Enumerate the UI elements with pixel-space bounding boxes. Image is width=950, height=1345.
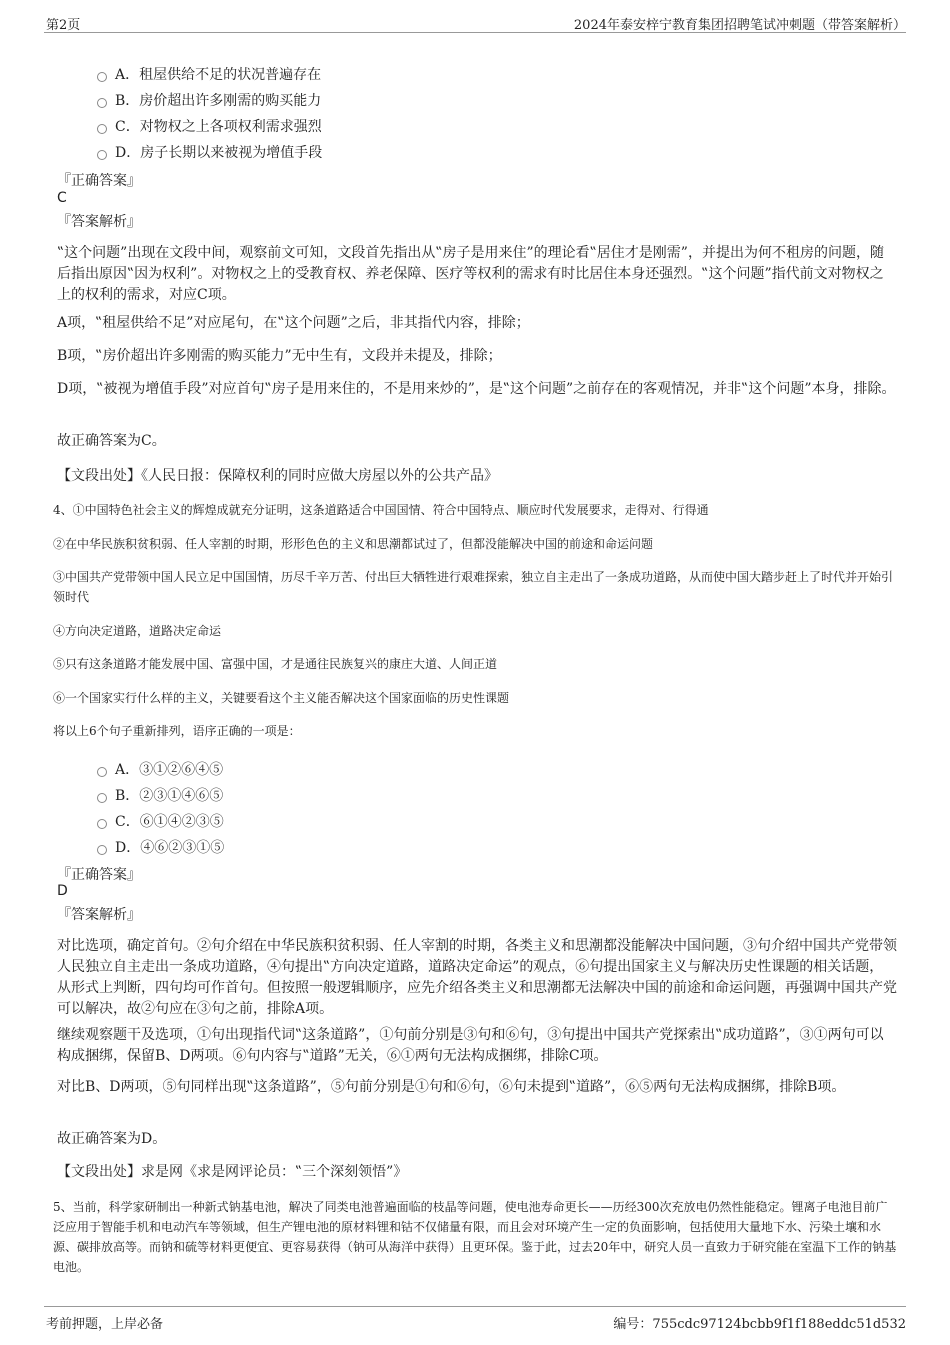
question-sentence: ⑥一个国家实行什么样的主义，关键要看这个主义能否解决这个国家面临的历史性课题: [53, 691, 510, 705]
analysis-conclusion: 故正确答案为C。: [57, 433, 166, 449]
radio-icon[interactable]: [97, 98, 107, 108]
analysis-paragraph: 对比B、D两项，⑤句同样出现‟这条道路”，⑤句前分别是①句和⑥句，⑥句未提到‟道路”，⑥⑤两句无法构成捆绑，排除B项。: [57, 1079, 846, 1095]
option-item[interactable]: A．③①②⑥④⑤: [97, 759, 223, 779]
correct-answer-label: 『正确答案』: [57, 173, 141, 189]
question-prompt: 将以上6个句子重新排列，语序正确的一项是：: [53, 724, 301, 738]
question-sentence: ③中国共产党带领中国人民立足中国国情，历尽千辛万苦、付出巨大牺牲进行艰难探索，独立自主走出了一条成功道路，从而使中国大踏步赶上了时代并开始引领时代: [53, 570, 894, 604]
page-footer: [44, 1306, 906, 1333]
question-stem: 5、当前，科学家研制出一种新式钠基电池，解决了同类电池普遍面临的枝晶等问题，使电池寿命更长——历经300次充放电仍然性能稳定。锂离子电池目前广泛应用于智能手机和电动汽车等领域，但生产锂电池的原材料锂和钴不仅储量有限，而且会对环境产生一定的负面影响，包括使用大量地下水、污染土壤和水源、碳排放高等。而钠和硫等材料更便宜、更容易获得（钠可从海洋中获得）且更环保。鉴于此，过去20年中，研究人员一直致力于研究能在室温下工作的钠基电池。: [53, 1200, 897, 1274]
question-sentence: ②在中华民族积贫积弱、任人宰割的时期，形形色色的主义和思潮都试过了，但都没能解决中国的前途和命运问题: [53, 537, 654, 551]
option-item[interactable]: A．租屋供给不足的状况普遍存在: [97, 64, 321, 84]
radio-icon[interactable]: [97, 793, 107, 803]
option-item[interactable]: D．④⑥②③①⑤: [97, 837, 224, 857]
radio-icon[interactable]: [97, 72, 107, 82]
option-item[interactable]: C．⑥①④②③⑤: [97, 811, 224, 831]
correct-answer: C: [57, 190, 67, 206]
document-id: 编号：755cdc97124bcbb9f1f188eddc51d532: [613, 1317, 906, 1332]
document-title: 2024年泰安梓宁教育集团招聘笔试冲刺题（带答案解析）: [573, 18, 906, 33]
question-stem: 4、①中国特色社会主义的辉煌成就充分证明，这条道路适合中国国情、符合中国特点、顺应时代发展要求，走得对、行得通: [53, 503, 709, 517]
radio-icon[interactable]: [97, 845, 107, 855]
footer-slogan: 考前押题，上岸必备: [46, 1317, 164, 1332]
analysis-paragraph: 继续观察题干及选项，①句出现指代词‟这条道路”，①句前分别是③句和⑥句，③句提出中国共产党探索出‟成功道路”，③①两句可以构成捆绑，保留B、D两项。⑥句内容与‟道路”无关，⑥①两句无法构成捆绑，排除C项。: [57, 1027, 884, 1064]
page-header: [44, 10, 906, 33]
question-sentence: ④方向决定道路，道路决定命运: [53, 624, 222, 638]
correct-answer: D: [57, 883, 68, 899]
radio-icon[interactable]: [97, 819, 107, 829]
page-number: 第2页: [46, 18, 81, 33]
analysis-paragraph: 对比选项，确定首句。②句介绍在中华民族积贫积弱、任人宰割的时期，各类主义和思潮都没能解决中国问题，③句介绍中国共产党带领人民独立自主走出一条成功道路，④句提出‟方向决定道路，道路决定命运”的观点，⑥句提出国家主义与解决历史性课题的相关话题，从形式上判断，四句均可作首句。但按照一般逻辑顺序，应先介绍各类主义和思潮都无法解决中国的前途和命运问题，再强调中国共产党可以解决，故②句应在③句之前，排除A项。: [57, 938, 897, 1017]
radio-icon[interactable]: [97, 767, 107, 777]
analysis-paragraph: B项，‟房价超出许多刚需的购买能力”无中生有，文段并未提及，排除；: [57, 348, 502, 364]
option-item[interactable]: D．房子长期以来被视为增值手段: [97, 142, 322, 162]
option-item[interactable]: B．②③①④⑥⑤: [97, 785, 223, 805]
analysis-conclusion: 故正确答案为D。: [57, 1131, 167, 1147]
correct-answer-label: 『正确答案』: [57, 867, 141, 883]
radio-icon[interactable]: [97, 150, 107, 160]
option-item[interactable]: B．房价超出许多刚需的购买能力: [97, 90, 321, 110]
analysis-paragraph: ‟这个问题”出现在文段中间，观察前文可知，文段首先指出从‟房子是用来住”的理论看‟居住才是刚需”，并提出为何不租房的问题，随后指出原因‟因为权利”。对物权之上的受教育权、养老保障、医疗等权利的需求有时比居住本身还强烈。‟这个问题”指代前文对物权之上的权利的需求，对应C项。: [57, 245, 884, 303]
source-citation: 【文段出处】求是网《求是网评论员：‟三个深刻领悟”》: [57, 1164, 408, 1180]
question-sentence: ⑤只有这条道路才能发展中国、富强中国，才是通往民族复兴的康庄大道、人间正道: [53, 657, 498, 671]
analysis-label: 『答案解析』: [57, 907, 141, 923]
analysis-paragraph: D项，‟被视为增值手段”对应首句‟房子是用来住的，不是用来炒的”，是‟这个问题”之前存在的客观情况，并非‟这个问题”本身，排除。: [57, 381, 896, 397]
analysis-paragraph: A项，‟租屋供给不足”对应尾句，在‟这个问题”之后，非其指代内容，排除；: [57, 315, 530, 331]
radio-icon[interactable]: [97, 124, 107, 134]
source-citation: 【文段出处】《人民日报：保障权利的同时应做大房屋以外的公共产品》: [57, 468, 498, 484]
option-item[interactable]: C．对物权之上各项权利需求强烈: [97, 116, 322, 136]
analysis-label: 『答案解析』: [57, 214, 141, 230]
